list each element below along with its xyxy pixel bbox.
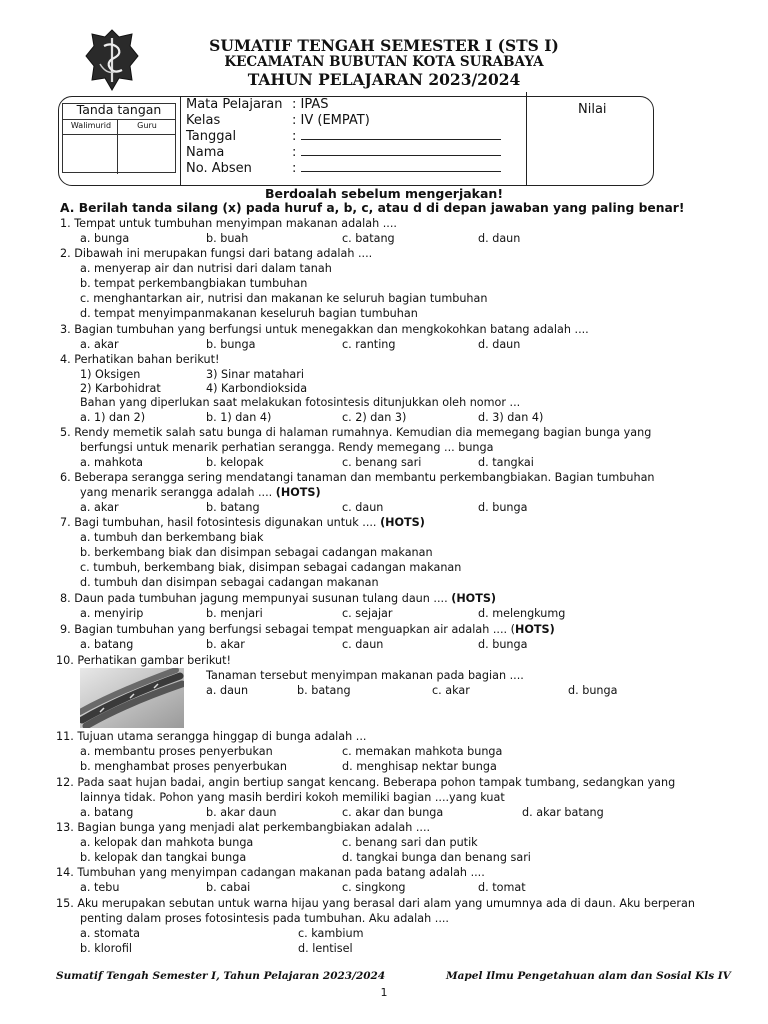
option-d[interactable]: d. 3) dan 4)	[478, 411, 544, 424]
option-b[interactable]: b. klorofil	[80, 942, 132, 955]
question-12: 12. Pada saat hujan badai, angin bertiup sangat kencang. Beberapa pohon tampak tumbang, sedangkan yang	[56, 776, 676, 789]
info-class-value: : IV (EMPAT)	[292, 113, 370, 128]
list-item: 3) Sinar matahari	[206, 368, 304, 381]
option-c[interactable]: c. 2) dan 3)	[342, 411, 407, 424]
option-c[interactable]: c. batang	[342, 232, 395, 245]
option-d[interactable]: d. tangkai bunga dan benang sari	[342, 851, 531, 864]
question-6: 6. Beberapa serangga sering mendatangi tanaman dan membantu perkembangbiakan. Bagian tumbuhan	[60, 471, 655, 484]
option-a[interactable]: a. mahkota	[80, 456, 143, 469]
page-number: 1	[380, 986, 388, 999]
section-a-instruction: A. Berilah tanda silang (x) pada huruf a, b, c, atau d di depan jawaban yang paling benar!	[60, 201, 685, 215]
question-11: 11. Tujuan utama serangga hinggap di bunga adalah ...	[56, 730, 367, 743]
option-b[interactable]: b. kelopak	[206, 456, 264, 469]
option-c[interactable]: c. memakan mahkota bunga	[342, 745, 503, 758]
option-a[interactable]: a. batang	[80, 806, 134, 819]
option-c[interactable]: c. sejajar	[342, 607, 393, 620]
option-b[interactable]: b. batang	[297, 684, 351, 697]
option-b[interactable]: b. 1) dan 4)	[206, 411, 272, 424]
option-d[interactable]: d. bunga	[568, 684, 618, 697]
option-b[interactable]: b. batang	[206, 501, 260, 514]
option-a[interactable]: a. kelopak dan mahkota bunga	[80, 836, 254, 849]
question-10-prompt: Tanaman tersebut menyimpan makanan pada bagian ....	[206, 669, 524, 682]
option-c[interactable]: c. tumbuh, berkembang biak, disimpan sebagai cadangan makanan	[80, 561, 462, 574]
option-c[interactable]: c. akar	[432, 684, 470, 697]
option-d[interactable]: d. menghisap nektar bunga	[342, 760, 497, 773]
header-year: TAHUN PELAJARAN 2023/2024	[247, 70, 521, 89]
option-c[interactable]: c. kambium	[298, 927, 364, 940]
question-4-prompt: Bahan yang diperlukan saat melakukan fotosintesis ditunjukkan oleh nomor ...	[80, 396, 521, 409]
option-d[interactable]: d. tumbuh dan disimpan sebagai cadangan makanan	[80, 576, 379, 589]
option-c[interactable]: c. benang sari dan putik	[342, 836, 478, 849]
option-a[interactable]: a. akar	[80, 338, 119, 351]
option-d[interactable]: d. akar batang	[522, 806, 604, 819]
signature-teacher-label: Guru	[137, 121, 157, 130]
option-a[interactable]: a. bunga	[80, 232, 130, 245]
info-label-date: Tanggal	[186, 129, 237, 144]
question-1: 1. Tempat untuk tumbuhan menyimpan makanan adalah ....	[60, 217, 397, 230]
option-b[interactable]: b. tempat perkembangbiakan tumbuhan	[80, 277, 308, 290]
option-d[interactable]: d. tangkai	[478, 456, 534, 469]
option-c[interactable]: c. akar dan bunga	[342, 806, 444, 819]
header-title: SUMATIF TENGAH SEMESTER I (STS I)	[209, 36, 559, 55]
option-a[interactable]: a. 1) dan 2)	[80, 411, 146, 424]
option-b[interactable]: b. berkembang biak dan disimpan sebagai cadangan makanan	[80, 546, 433, 559]
info-label-subject: Mata Pelajaran	[186, 97, 283, 112]
option-b[interactable]: b. menjari	[206, 607, 263, 620]
option-d[interactable]: d. bunga	[478, 501, 528, 514]
prayer-text: Berdoalah sebelum mengerjakan!	[264, 186, 504, 201]
info-label-name: Nama	[186, 145, 225, 160]
header-district: KECAMATAN BUBUTAN KOTA SURABAYA	[224, 54, 544, 70]
option-b[interactable]: b. menghambat proses penyerbukan	[80, 760, 287, 773]
option-d[interactable]: d. bunga	[478, 638, 528, 651]
option-c[interactable]: c. ranting	[342, 338, 396, 351]
option-d[interactable]: d. tempat menyimpanmakanan keseluruh bagian tumbuhan	[80, 307, 418, 320]
question-10: 10. Perhatikan gambar berikut!	[56, 654, 231, 667]
option-b[interactable]: b. cabai	[206, 881, 251, 894]
info-subject-value: : IPAS	[292, 97, 329, 112]
option-d[interactable]: d. daun	[478, 338, 521, 351]
list-item: 4) Karbondioksida	[206, 382, 308, 395]
option-c[interactable]: c. menghantarkan air, nutrisi dan makanan ke seluruh bagian tumbuhan	[80, 292, 488, 305]
option-c[interactable]: c. benang sari	[342, 456, 422, 469]
sugarcane-photo	[80, 668, 184, 728]
name-field[interactable]: :	[292, 145, 501, 161]
question-15: 15. Aku merupakan sebutan untuk warna hijau yang berasal dari alam yang umumnya ada di daun. Aku berperan	[56, 897, 695, 910]
score-label: Nilai	[578, 102, 607, 117]
option-b[interactable]: b. buah	[206, 232, 249, 245]
option-a[interactable]: a. daun	[206, 684, 249, 697]
option-a[interactable]: a. akar	[80, 501, 119, 514]
footer-right: Mapel Ilmu Pengetahuan alam dan Sosial Kls IV	[446, 970, 731, 982]
option-a[interactable]: a. stomata	[80, 927, 141, 940]
question-13: 13. Bagian bunga yang menjadi alat perkembangbiakan adalah ....	[56, 821, 431, 834]
info-label-absence: No. Absen	[186, 161, 252, 176]
question-14: 14. Tumbuhan yang menyimpan cadangan makanan pada batang adalah ....	[56, 866, 485, 879]
option-c[interactable]: c. daun	[342, 638, 384, 651]
footer-left: Sumatif Tengah Semester I, Tahun Pelajaran 2023/2024	[56, 970, 386, 982]
question-3: 3. Bagian tumbuhan yang berfungsi untuk menegakkan dan mengkokohkan batang adalah ....	[60, 323, 589, 336]
option-a[interactable]: a. membantu proses penyerbukan	[80, 745, 273, 758]
question-6-cont: yang menarik serangga adalah .... (HOTS)	[80, 486, 321, 499]
option-b[interactable]: b. akar daun	[206, 806, 277, 819]
option-b[interactable]: b. akar	[206, 638, 245, 651]
option-c[interactable]: c. daun	[342, 501, 384, 514]
question-2: 2. Dibawah ini merupakan fungsi dari batang adalah ....	[60, 247, 373, 260]
question-8: 8. Daun pada tumbuhan jagung mempunyai susunan tulang daun .... (HOTS)	[60, 592, 496, 605]
question-12-cont: lainnya tidak. Pohon yang masih berdiri kokoh memiliki bagian ....yang kuat	[80, 791, 505, 804]
absence-number-field[interactable]: :	[292, 161, 501, 177]
date-field[interactable]: :	[292, 129, 501, 145]
question-15-cont: penting dalam proses fotosintesis pada tumbuhan. Aku adalah ....	[80, 912, 449, 925]
option-a[interactable]: a. menyirip	[80, 607, 144, 620]
question-9: 9. Bagian tumbuhan yang berfungsi sebagai tempat menguapkan air adalah .... (HOTS)	[60, 623, 555, 636]
option-a[interactable]: a. tumbuh dan berkembang biak	[80, 531, 264, 544]
question-5: 5. Rendy memetik salah satu bunga di halaman rumahnya. Kemudian dia memegang bagian bunga yang	[60, 426, 652, 439]
question-7: 7. Bagi tumbuhan, hasil fotosintesis digunakan untuk .... (HOTS)	[60, 516, 425, 529]
option-a[interactable]: a. batang	[80, 638, 134, 651]
option-d[interactable]: d. lentisel	[298, 942, 353, 955]
option-b[interactable]: b. kelopak dan tangkai bunga	[80, 851, 247, 864]
option-a[interactable]: a. menyerap air dan nutrisi dari dalam tanah	[80, 262, 332, 275]
option-c[interactable]: c. singkong	[342, 881, 406, 894]
list-item: 2) Karbohidrat	[80, 382, 161, 395]
option-d[interactable]: d. melengkumg	[478, 607, 566, 620]
info-label-class: Kelas	[186, 113, 221, 128]
option-d[interactable]: d. tomat	[478, 881, 526, 894]
question-5-cont: berfungsi untuk menarik perhatian serangga. Rendy memegang ... bunga	[80, 441, 494, 454]
option-a[interactable]: a. tebu	[80, 881, 120, 894]
question-4: 4. Perhatikan bahan berikut!	[60, 353, 220, 366]
signature-parent-label: Walimurid	[70, 121, 112, 130]
option-d[interactable]: d. daun	[478, 232, 521, 245]
option-b[interactable]: b. bunga	[206, 338, 256, 351]
list-item: 1) Oksigen	[80, 368, 141, 381]
signature-title: Tanda tangan	[76, 102, 162, 117]
